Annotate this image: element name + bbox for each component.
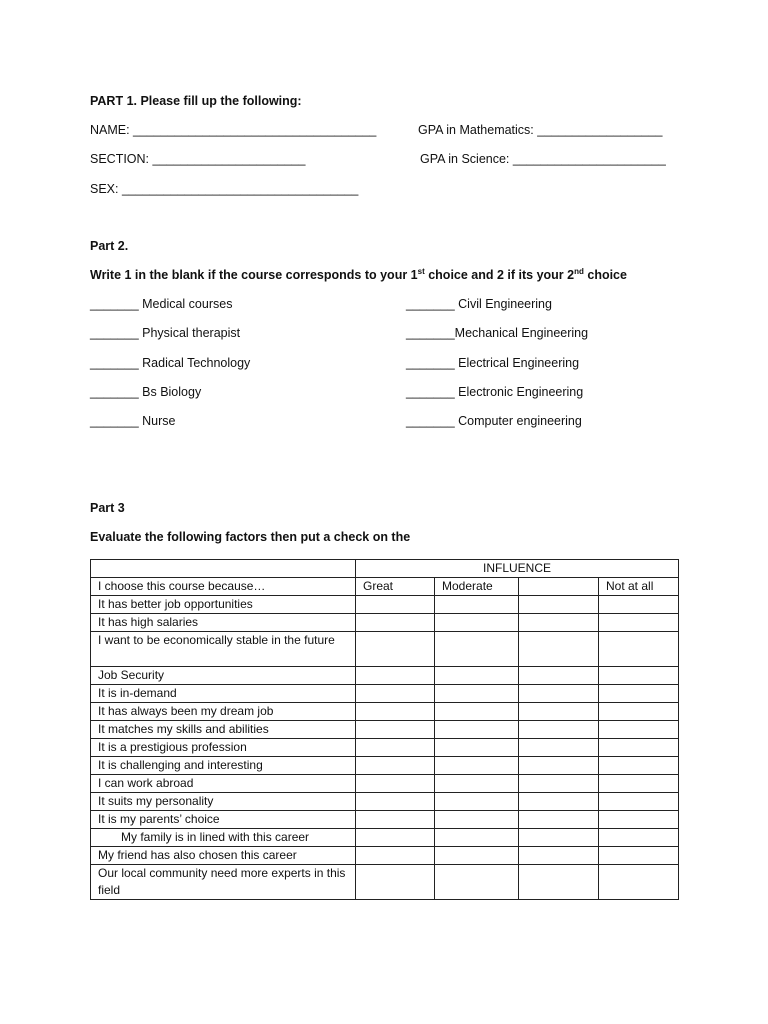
- check-cell[interactable]: [519, 721, 599, 739]
- part2-heading: Part 2.: [90, 239, 129, 253]
- check-cell[interactable]: [435, 847, 519, 865]
- course-option[interactable]: _______ Medical courses: [90, 297, 233, 311]
- course-option[interactable]: _______ Physical therapist: [90, 326, 241, 340]
- part1-heading: PART 1. Please fill up the following:: [90, 94, 302, 108]
- part2-instruction: [90, 268, 627, 282]
- table-row: [91, 793, 679, 811]
- check-cell[interactable]: [599, 632, 679, 667]
- course-option[interactable]: _______ Electronic Engineering: [406, 385, 584, 399]
- check-cell[interactable]: [356, 793, 435, 811]
- check-cell[interactable]: [356, 829, 435, 847]
- check-cell[interactable]: [599, 721, 679, 739]
- check-cell[interactable]: [599, 739, 679, 757]
- check-cell[interactable]: [356, 614, 435, 632]
- table-row: [91, 757, 679, 775]
- check-cell[interactable]: [599, 685, 679, 703]
- check-cell[interactable]: [519, 793, 599, 811]
- table-row: [91, 721, 679, 739]
- check-cell[interactable]: [356, 721, 435, 739]
- check-cell[interactable]: [599, 775, 679, 793]
- check-cell[interactable]: [356, 596, 435, 614]
- name-field[interactable]: NAME: ___________________________________: [90, 123, 377, 137]
- column-header-moderate: Moderate: [435, 578, 519, 596]
- check-cell[interactable]: [435, 632, 519, 667]
- check-cell[interactable]: [435, 811, 519, 829]
- factor-label: It is challenging and interesting: [91, 757, 356, 775]
- check-cell[interactable]: [356, 667, 435, 685]
- table-row: [91, 829, 679, 847]
- factor-label: It is a prestigious profession: [91, 739, 356, 757]
- influence-header: INFLUENCE: [356, 560, 679, 578]
- table-row: [91, 739, 679, 757]
- table-row: [91, 847, 679, 865]
- check-cell[interactable]: [435, 596, 519, 614]
- factor-label: I can work abroad: [91, 775, 356, 793]
- check-cell[interactable]: [435, 793, 519, 811]
- check-cell[interactable]: [519, 865, 599, 900]
- check-cell[interactable]: [435, 865, 519, 900]
- check-cell[interactable]: [599, 703, 679, 721]
- check-cell[interactable]: [519, 685, 599, 703]
- superscript-nd: nd: [574, 266, 584, 276]
- instruction-text-2: choice and 2 if its your 2: [424, 268, 575, 282]
- check-cell[interactable]: [519, 757, 599, 775]
- table-row: [91, 775, 679, 793]
- factor-label: I want to be economically stable in the future: [91, 632, 356, 667]
- check-cell[interactable]: [356, 865, 435, 900]
- factor-label: Job Security: [91, 667, 356, 685]
- check-cell[interactable]: [435, 614, 519, 632]
- check-cell[interactable]: [435, 721, 519, 739]
- check-cell[interactable]: [599, 865, 679, 900]
- instruction-text-3: choice: [583, 268, 627, 282]
- gpa-science-field[interactable]: GPA in Science: ______________________: [420, 152, 666, 166]
- check-cell[interactable]: [519, 632, 599, 667]
- course-option[interactable]: _______ Radical Technology: [90, 356, 251, 370]
- table-row: [91, 667, 679, 685]
- course-option[interactable]: _______ Nurse: [90, 414, 176, 428]
- check-cell[interactable]: [356, 685, 435, 703]
- check-cell[interactable]: [599, 667, 679, 685]
- check-cell[interactable]: [356, 775, 435, 793]
- check-cell[interactable]: [519, 614, 599, 632]
- row-header: I choose this course because…: [91, 578, 356, 596]
- check-cell[interactable]: [599, 596, 679, 614]
- check-cell[interactable]: [435, 667, 519, 685]
- factor-label: It suits my personality: [91, 793, 356, 811]
- table-header-row: [91, 560, 679, 578]
- table-row: [91, 703, 679, 721]
- influence-table: [90, 559, 679, 900]
- check-cell[interactable]: [519, 829, 599, 847]
- check-cell[interactable]: [356, 811, 435, 829]
- table-header-row: [91, 578, 679, 596]
- instruction-text-1: Write 1 in the blank if the course corresponds to your 1: [90, 268, 418, 282]
- check-cell[interactable]: [599, 829, 679, 847]
- course-option[interactable]: _______ Computer engineering: [406, 414, 582, 428]
- factor-label: It is in-demand: [91, 685, 356, 703]
- table-row: [91, 614, 679, 632]
- sex-field[interactable]: SEX: __________________________________: [90, 182, 359, 196]
- table-cell: [91, 560, 356, 578]
- check-cell[interactable]: [599, 847, 679, 865]
- table-row: [91, 632, 679, 667]
- check-cell[interactable]: [519, 775, 599, 793]
- gpa-math-field[interactable]: GPA in Mathematics: __________________: [418, 123, 663, 137]
- part3-heading: Part 3: [90, 501, 125, 515]
- check-cell[interactable]: [519, 667, 599, 685]
- column-header-blank: [519, 578, 599, 596]
- factor-label: Our local community need more experts in this field: [91, 865, 356, 900]
- check-cell[interactable]: [519, 703, 599, 721]
- check-cell[interactable]: [435, 739, 519, 757]
- course-option[interactable]: _______ Bs Biology: [90, 385, 202, 399]
- check-cell[interactable]: [356, 703, 435, 721]
- course-option[interactable]: _______ Civil Engineering: [406, 297, 552, 311]
- part3-instruction: Evaluate the following factors then put a check on the: [90, 530, 411, 544]
- check-cell[interactable]: [599, 757, 679, 775]
- check-cell[interactable]: [356, 632, 435, 667]
- table-row: [91, 811, 679, 829]
- table-row: [91, 685, 679, 703]
- check-cell[interactable]: [435, 685, 519, 703]
- column-header-great: Great: [356, 578, 435, 596]
- course-option[interactable]: _______Mechanical Engineering: [406, 326, 589, 340]
- factor-label: My friend has also chosen this career: [91, 847, 356, 865]
- check-cell[interactable]: [599, 811, 679, 829]
- superscript-st: st: [417, 266, 425, 276]
- check-cell[interactable]: [356, 757, 435, 775]
- check-cell[interactable]: [435, 775, 519, 793]
- column-header-not-at-all: Not at all: [599, 578, 679, 596]
- check-cell[interactable]: [435, 703, 519, 721]
- check-cell[interactable]: [519, 596, 599, 614]
- factor-label: My family is in lined with this career: [91, 829, 356, 847]
- check-cell[interactable]: [356, 847, 435, 865]
- check-cell[interactable]: [435, 757, 519, 775]
- table-row: [91, 596, 679, 614]
- factor-label: It has better job opportunities: [91, 596, 356, 614]
- section-field[interactable]: SECTION: ______________________: [90, 152, 306, 166]
- factor-label: It matches my skills and abilities: [91, 721, 356, 739]
- check-cell[interactable]: [356, 739, 435, 757]
- check-cell[interactable]: [599, 793, 679, 811]
- course-option[interactable]: _______ Electrical Engineering: [406, 356, 580, 370]
- check-cell[interactable]: [519, 739, 599, 757]
- check-cell[interactable]: [519, 811, 599, 829]
- check-cell[interactable]: [435, 829, 519, 847]
- check-cell[interactable]: [599, 614, 679, 632]
- factor-label: It is my parents’ choice: [91, 811, 356, 829]
- factor-label: It has always been my dream job: [91, 703, 356, 721]
- check-cell[interactable]: [519, 847, 599, 865]
- factor-label: It has high salaries: [91, 614, 356, 632]
- table-row: [91, 865, 679, 900]
